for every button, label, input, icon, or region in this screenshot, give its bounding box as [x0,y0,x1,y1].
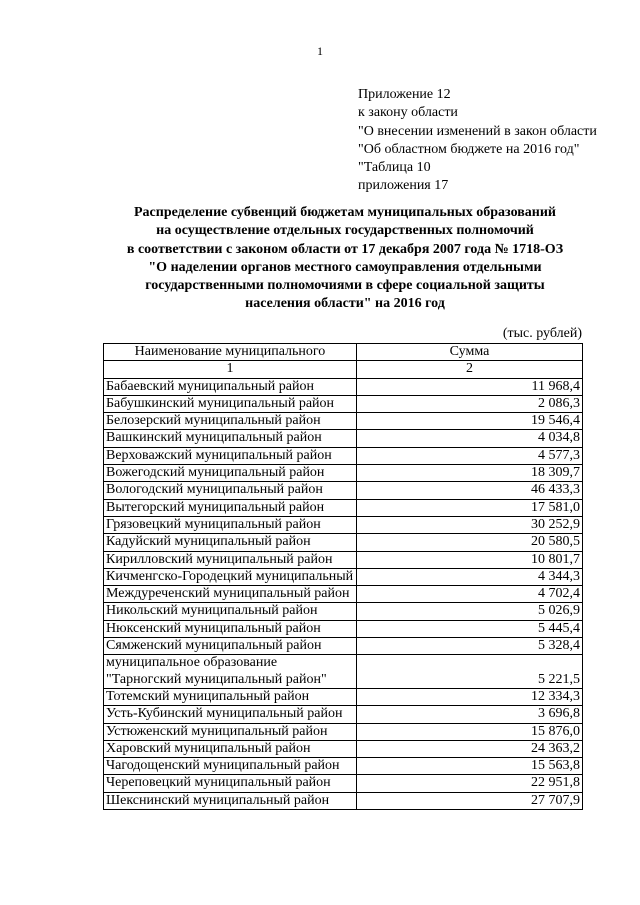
table-header-row [104,344,583,361]
municipality-name: Вытегорский муниципальный район [104,499,357,516]
table-row [104,568,583,585]
subsidy-amount: 17 581,0 [357,499,583,516]
subsidy-amount: 20 580,5 [357,534,583,551]
subsidy-amount: 18 309,7 [357,465,583,482]
subsidy-amount: 5 328,4 [357,638,583,655]
header-sum: Сумма [357,344,583,361]
table-row [104,620,583,637]
municipality-name: Кадуйский муниципальный район [104,534,357,551]
table-row [104,638,583,655]
appendix-line: к закону области [358,105,458,121]
title-line: в соответствии с законом области от 17 декабря 2007 года № 1718-ОЗ [126,241,564,257]
subsidy-amount: 4 344,3 [357,568,583,585]
municipality-name: Вашкинский муниципальный район [104,430,357,447]
municipality-name: Харовский муниципальный район [104,740,357,757]
page-number: 1 [317,44,323,58]
subsidy-amount: 5 221,5 [357,655,583,689]
municipality-name: Тотемский муниципальный район [104,688,357,705]
subsidy-amount: 15 876,0 [357,723,583,740]
appendix-reference [358,86,597,196]
subsidies-table [103,343,583,810]
table-row [104,688,583,705]
municipality-name: Бабаевский муниципальный район [104,378,357,395]
column-number: 2 [357,361,583,378]
table-row [104,775,583,792]
municipality-name: Никольский муниципальный район [104,603,357,620]
title-line: "О наделении органов местного самоуправления отдельными [148,259,542,275]
table-row [104,792,583,809]
appendix-line: Приложение 12 [358,87,451,102]
subsidy-amount: 4 702,4 [357,586,583,603]
municipality-name: Сямженский муниципальный район [104,638,357,655]
table-row [104,603,583,620]
table-row [104,586,583,603]
municipality-name: Грязовецкий муниципальный район [104,516,357,533]
municipality-name: Вологодский муниципальный район [104,482,357,499]
table-row [104,551,583,568]
subsidy-amount: 27 707,9 [357,792,583,809]
municipality-name: Шекснинский муниципальный район [104,792,357,809]
subsidy-amount: 10 801,7 [357,551,583,568]
table-row [104,482,583,499]
table-row [104,655,583,689]
municipality-name: Усть-Кубинский муниципальный район [104,706,357,723]
municipality-name: Нюксенский муниципальный район [104,620,357,637]
municipality-name: Бабушкинский муниципальный район [104,395,357,412]
table-row [104,516,583,533]
header-name: Наименование муниципального [104,344,357,361]
title-line: населения области" на 2016 год [245,296,445,312]
municipality-name: Устюженский муниципальный район [104,723,357,740]
subsidy-amount: 30 252,9 [357,516,583,533]
municipality-name: муниципальное образование "Тарногский муниципальный район" [104,655,357,689]
table-row [104,723,583,740]
table-row [104,499,583,516]
document-title [100,204,590,314]
subsidy-amount: 3 696,8 [357,706,583,723]
column-number-row [104,361,583,378]
subsidy-amount: 2 086,3 [357,395,583,412]
subsidy-amount: 22 951,8 [357,775,583,792]
table-row [104,758,583,775]
appendix-line: "О внесении изменений в закон области [358,123,597,139]
table-row [104,740,583,757]
table-row [104,706,583,723]
table-row [104,465,583,482]
municipality-name: Кирилловский муниципальный район [104,551,357,568]
table-row [104,430,583,447]
title-line: Распределение субвенций бюджетам муниципальных образований [134,205,556,220]
subsidy-amount: 5 026,9 [357,603,583,620]
table-row [104,378,583,395]
units-label: (тыс. рублей) [502,326,582,341]
subsidy-amount: 12 334,3 [357,688,583,705]
municipality-name: Чагодощенский муниципальный район [104,758,357,775]
subsidy-amount: 11 968,4 [357,378,583,395]
subsidy-amount: 5 445,4 [357,620,583,637]
column-number: 1 [104,361,357,378]
municipality-name: Вожегодский муниципальный район [104,465,357,482]
table-row [104,413,583,430]
subsidy-amount: 4 577,3 [357,447,583,464]
appendix-line: "Об областном бюджете на 2016 год" [358,141,580,157]
appendix-line: "Таблица 10 [358,160,431,176]
subsidy-amount: 4 034,8 [357,430,583,447]
municipality-name: Междуреченский муниципальный район [104,586,357,603]
table-row [104,447,583,464]
municipality-name: Кичменгско-Городецкий муниципальный [104,568,357,585]
table-row [104,534,583,551]
subsidy-amount: 46 433,3 [357,482,583,499]
title-line: на осуществление отдельных государственных полномочий [156,223,534,239]
subsidy-amount: 19 546,4 [357,413,583,430]
table-row [104,395,583,412]
subsidy-amount: 15 563,8 [357,758,583,775]
municipality-name: Верховажский муниципальный район [104,447,357,464]
municipality-name: Череповецкий муниципальный район [104,775,357,792]
subsidy-amount: 24 363,2 [357,740,583,757]
appendix-line: приложения 17 [358,178,449,194]
title-line: государственными полномочиями в сфере социальной защиты [145,278,545,294]
municipality-name: Белозерский муниципальный район [104,413,357,430]
